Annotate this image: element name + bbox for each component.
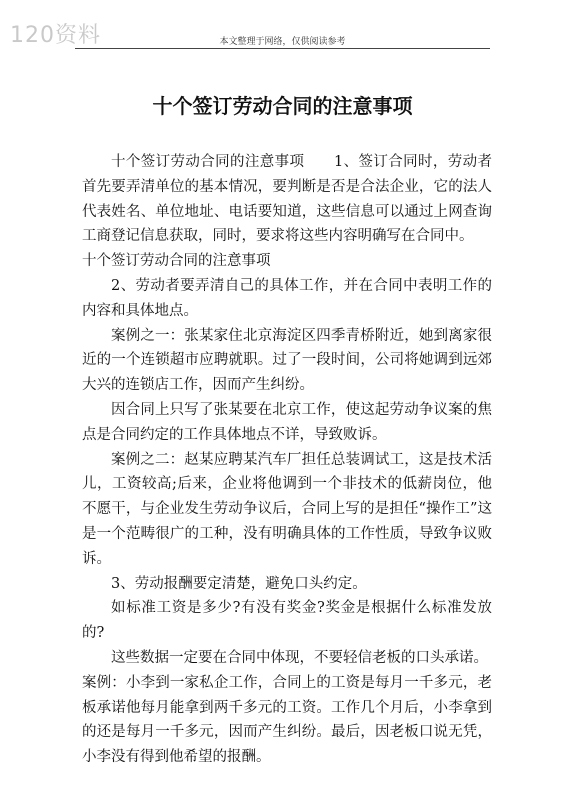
paragraph: 因合同上只写了张某要在北京工作，使这起劳动争议案的焦点是合同约定的工作具体地点不详，导致败诉。 [82,401,492,443]
paragraph: 案例之二：赵某应聘某汽车厂担任总装调试工，这是技术活儿，工资较高;后来，企业将他调到一个非技术的低薪岗位，他不愿干，与企业发生劳动争议后，合同上写的是担任“操作工”这是一个范畴很广的工种，没有明确具体的工作性质，导致争议败诉。 [82,451,492,567]
paragraph: 如标准工资是多少?有没有奖金?奖金是根据什么标准发放的? [82,600,492,642]
document-title: 十个签订劳动合同的注意事项 [152,94,413,118]
paragraph: 2、劳动者要弄清自己的具体工作，并在合同中表明工作的内容和具体地点。 [82,277,492,319]
paragraph: 案例：小李到一家私企工作，合同上的工资是每月一千多元，老板承诺他每月能拿到两千多元的工资。工作几个月后，小李拿到的还是每月一千多元，因而产生纠纷。最后，因老板口说无凭，小李没有得到他希望的报酬。 [82,674,492,766]
paragraph: 案例之一：张某家住北京海淀区四季青桥附近，她到离家很近的一个连锁超市应聘就职。过了一段时间，公司将她调到远郊大兴的连锁店工作，因而产生纠纷。 [82,327,492,394]
paragraph: 十个签订劳动合同的注意事项 1、签订合同时，劳动者首先要弄清单位的基本情况，要判断是否是合法企业，它的法人代表姓名、单位地址、电话要知道，这些信息可以通过上网查询工商登记信息获取，同时，要求将这些内容明确写在合同中。 [82,154,492,245]
header-divider [75,48,490,49]
paragraph: 这些数据一定要在合同中体现，不要轻信老板的口头承诺。 [111,649,488,666]
paragraph: 十个签订劳动合同的注意事项 [82,253,271,270]
watermark-logo: 120资料 [10,23,101,48]
document-body [82,150,492,770]
paragraph: 3、劳动报酬要定清楚，避免口头约定。 [111,575,367,592]
header-note: 本文整理于网络，仅供阅读参考 [219,37,346,47]
